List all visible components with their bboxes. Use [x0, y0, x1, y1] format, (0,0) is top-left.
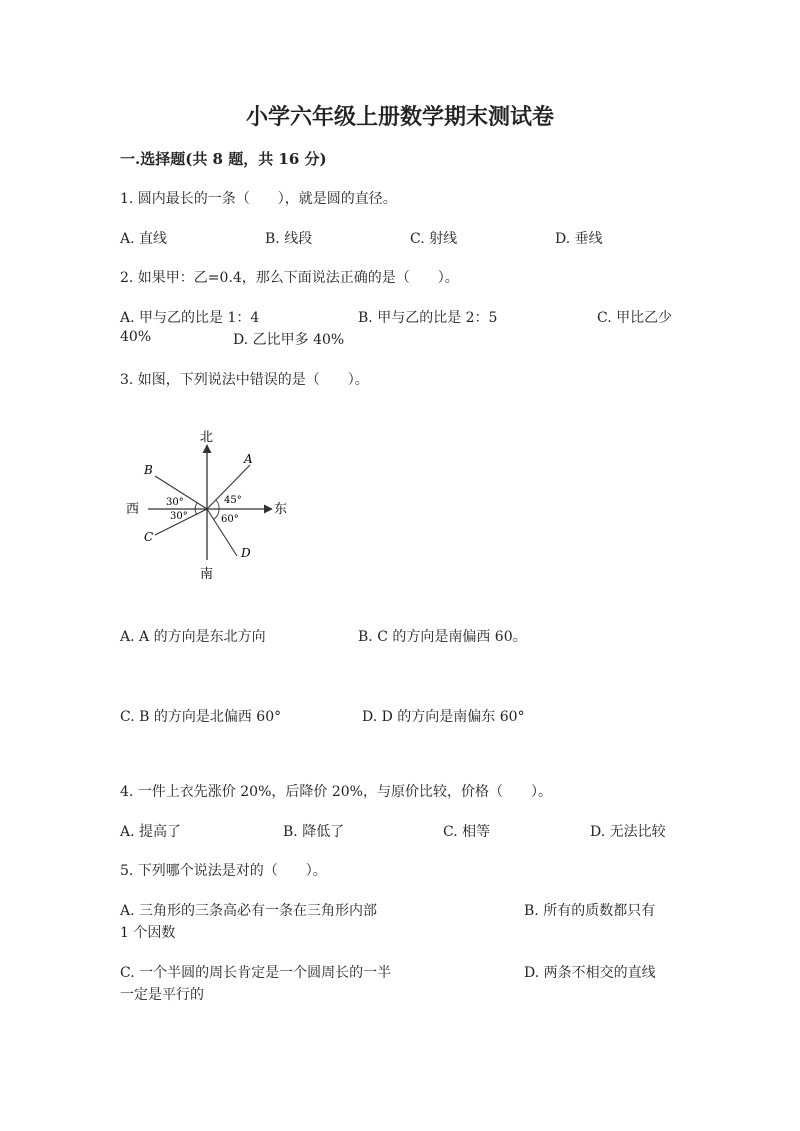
- label-north: 北: [200, 430, 214, 445]
- question-2-option-c-cont: 40%: [120, 329, 152, 345]
- label-point-b: B: [144, 463, 153, 477]
- question-3-option-b[interactable]: B. C 的方向是南偏西 60。: [358, 629, 527, 645]
- question-1-option-a[interactable]: A. 直线: [120, 231, 168, 247]
- label-south: 南: [200, 567, 214, 582]
- question-4-option-a[interactable]: A. 提高了: [120, 824, 182, 840]
- label-angle-c: 30°: [170, 511, 188, 522]
- compass-figure: [120, 425, 300, 585]
- question-3-option-d[interactable]: D. D 的方向是南偏东 60°: [362, 709, 525, 725]
- question-1-option-c[interactable]: C. 射线: [410, 231, 458, 247]
- section-heading: 一.选择题(共 8 题，共 16 分): [120, 150, 327, 168]
- question-1-text: 1. 圆内最长的一条（ ），就是圆的直径。: [120, 191, 397, 207]
- question-4-option-d[interactable]: D. 无法比较: [590, 824, 666, 840]
- page-title: 小学六年级上册数学期末测试卷: [245, 104, 554, 130]
- label-point-a: A: [244, 452, 253, 466]
- question-5-option-a[interactable]: A. 三角形的三条高必有一条在三角形内部: [120, 903, 378, 919]
- question-1-option-b[interactable]: B. 线段: [265, 231, 313, 247]
- question-5-option-b[interactable]: B. 所有的质数都只有: [524, 903, 656, 919]
- question-2-option-c[interactable]: C. 甲比乙少: [597, 310, 673, 326]
- question-5-option-d[interactable]: D. 两条不相交的直线: [524, 965, 656, 981]
- question-4-option-b[interactable]: B. 降低了: [283, 824, 345, 840]
- question-5-text: 5. 下列哪个说法是对的（ ）。: [120, 863, 327, 879]
- question-2-option-a[interactable]: A. 甲与乙的比是 1：4: [120, 310, 260, 326]
- question-4-text: 4. 一件上衣先涨价 20%，后降价 20%，与原价比较，价格（ ）。: [120, 784, 552, 800]
- question-2-option-b[interactable]: B. 甲与乙的比是 2：5: [358, 310, 498, 326]
- question-2-option-d[interactable]: D. 乙比甲多 40%: [233, 332, 345, 348]
- question-2-text: 2. 如果甲：乙=0.4，那么下面说法正确的是（ ）。: [120, 270, 459, 286]
- label-angle-d: 60°: [221, 514, 239, 525]
- question-4-option-c[interactable]: C. 相等: [443, 824, 491, 840]
- question-5-option-b-cont: 1 个因数: [120, 925, 176, 941]
- label-west: 西: [126, 502, 140, 517]
- question-3-text: 3. 如图，下列说法中错误的是（ ）。: [120, 372, 369, 388]
- label-point-c: C: [144, 530, 154, 544]
- label-east: 东: [274, 502, 288, 517]
- question-3-option-c[interactable]: C. B 的方向是北偏西 60°: [120, 709, 282, 725]
- question-3-option-a[interactable]: A. A 的方向是东北方向: [120, 629, 266, 645]
- question-5-option-c[interactable]: C. 一个半圆的周长肯定是一个圆周长的一半: [120, 965, 392, 981]
- question-5-option-d-cont: 一定是平行的: [120, 987, 204, 1003]
- question-1-option-d[interactable]: D. 垂线: [555, 231, 603, 247]
- label-angle-a: 45°: [224, 495, 242, 506]
- label-point-d: D: [241, 546, 251, 560]
- label-angle-b: 30°: [166, 497, 184, 508]
